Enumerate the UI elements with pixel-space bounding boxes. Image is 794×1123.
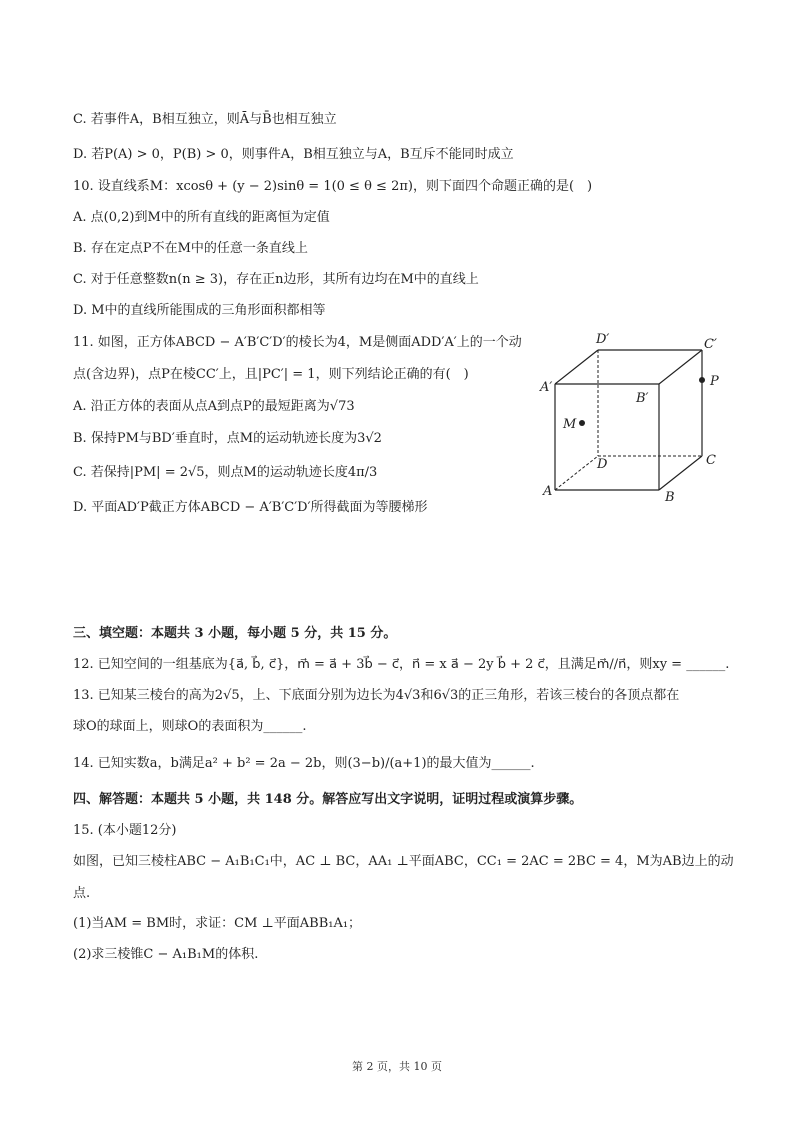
option-11c: C. 若保持|PM| = 2√5，则点M的运动轨迹长度4π/3 xyxy=(73,465,378,480)
label-b-prime: B′ xyxy=(636,391,649,406)
option-11d: D. 平面AD′P截正方体ABCD − A′B′C′D′所得截面为等腰梯形 xyxy=(73,500,428,515)
label-c-prime: C′ xyxy=(704,337,717,352)
section-3-heading: 三、填空题：本题共 3 小题，每小题 5 分，共 15 分。 xyxy=(73,626,397,641)
question-11-stem-line2: 点(含边界)，点P在棱CC′上，且|PC′| = 1，则下列结论正确的有( ) xyxy=(73,367,469,382)
label-b: B xyxy=(665,490,675,505)
point-p xyxy=(699,377,705,383)
label-d-prime: D′ xyxy=(596,332,610,347)
question-15-header: 15. (本小题12分) xyxy=(73,823,177,838)
label-d: D xyxy=(597,457,608,472)
label-c: C xyxy=(706,453,716,468)
question-15-part2: (2)求三棱锥C − A₁B₁M的体积. xyxy=(73,947,259,962)
option-9d: D. 若P(A) > 0，P(B) > 0，则事件A，B相互独立与A，B互斥不能同时成立 xyxy=(73,147,514,162)
question-13-line2: 球O的球面上，则球O的表面积为______. xyxy=(73,719,307,734)
question-14: 14. 已知实数a，b满足a² + b² = 2a − 2b，则(3−b)/(a+1)的最大值为______. xyxy=(73,756,535,771)
option-11b: B. 保持PM与BD′垂直时，点M的运动轨迹长度为3√2 xyxy=(73,431,382,446)
label-m: M xyxy=(563,417,577,432)
cube-figure xyxy=(530,328,730,508)
question-11-stem-line1: 11. 如图，正方体ABCD − A′B′C′D′的棱长为4，M是侧面ADD′A′上的一个动 xyxy=(73,335,522,350)
option-11a: A. 沿正方体的表面从点A到点P的最短距离为√73 xyxy=(73,399,355,414)
section-4-heading: 四、解答题：本题共 5 小题，共 148 分。解答应写出文字说明，证明过程或演算步骤。 xyxy=(73,792,583,807)
edge-b-prime-c-prime xyxy=(659,350,702,384)
label-a-prime: A′ xyxy=(540,380,553,395)
option-10c: C. 对于任意整数n(n ≥ 3)，存在正n边形，其所有边均在M中的直线上 xyxy=(73,272,479,287)
question-10-stem: 10. 设直线系M：xcosθ + (y − 2)sinθ = 1(0 ≤ θ ≤ 2π)，则下面四个命题正确的是( ) xyxy=(73,179,593,194)
question-13-line1: 13. 已知某三棱台的高为2√5，上、下底面分别为边长为4√3和6√3的正三角形，若该三棱台的各顶点都在 xyxy=(73,688,680,703)
edge-ad xyxy=(555,456,598,490)
option-10a: A. 点(0,2)到M中的所有直线的距离恒为定值 xyxy=(73,210,330,225)
page-footer: 第 2 页，共 10 页 xyxy=(352,1060,442,1073)
label-a: A xyxy=(543,484,553,499)
point-m xyxy=(579,420,585,426)
edge-a-prime-d-prime xyxy=(555,350,598,384)
question-15-stem-line1: 如图，已知三棱柱ABC − A₁B₁C₁中，AC ⊥ BC，AA₁ ⊥平面ABC，CC₁ = 2AC = 2BC = 4，M为AB边上的动 xyxy=(73,854,734,869)
question-15-part1: (1)当AM = BM时，求证：CM ⊥平面ABB₁A₁； xyxy=(73,916,362,931)
question-12: 12. 已知空间的一组基底为{a⃗, b⃗, c⃗}，m⃗ = a⃗ + 3b⃗ − c⃗，n⃗ = x a⃗ − 2y b⃗ + 2 c⃗，且满足m⃗//n⃗，则xy = ______. xyxy=(73,657,730,672)
label-p: P xyxy=(710,374,719,389)
edge-bc xyxy=(659,456,702,490)
option-9c: C. 若事件A，B相互独立，则Ā与B̄也相互独立 xyxy=(73,112,337,127)
option-10d: D. M中的直线所能围成的三角形面积都相等 xyxy=(73,303,326,318)
question-15-stem-line2: 点. xyxy=(73,886,91,901)
option-10b: B. 存在定点P不在M中的任意一条直线上 xyxy=(73,241,308,256)
